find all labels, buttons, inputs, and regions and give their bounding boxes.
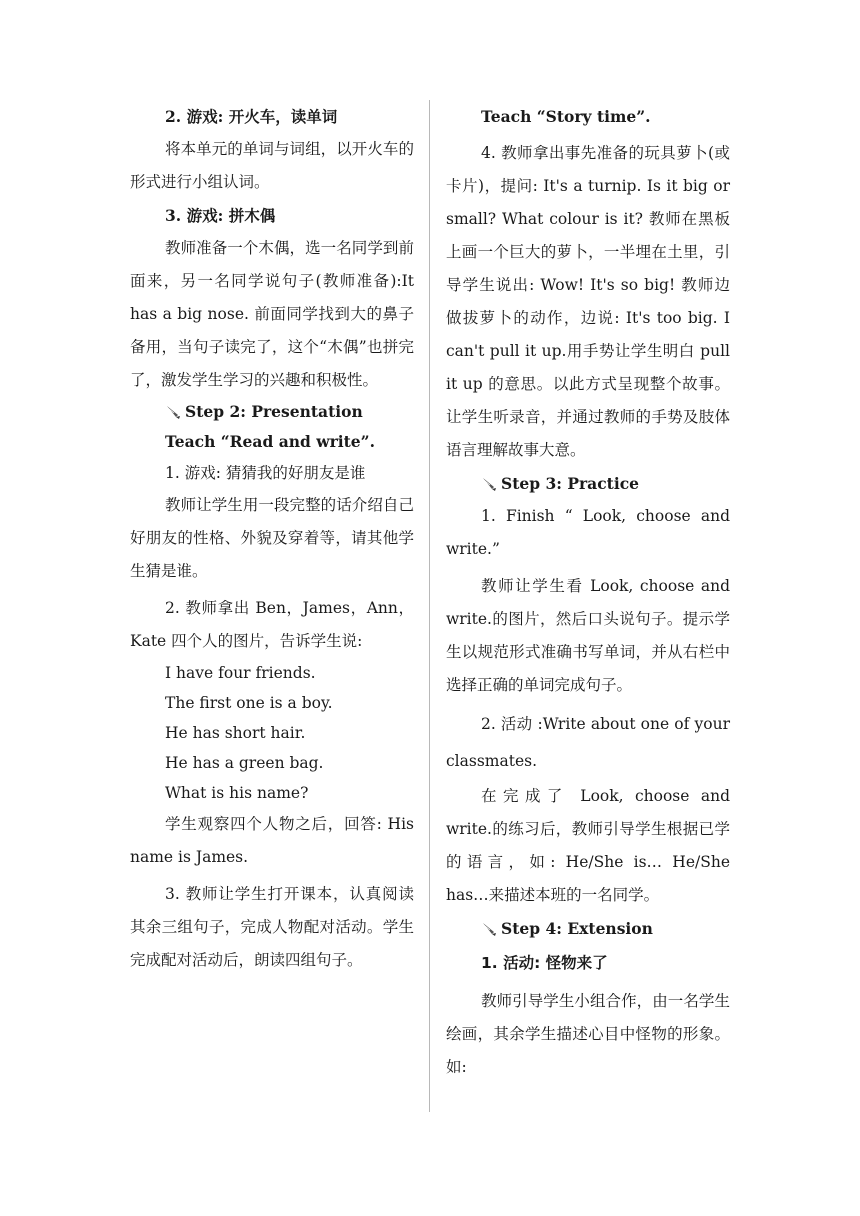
step-3-label: Step 3: Practice [501, 474, 640, 493]
step-2-heading [130, 397, 414, 427]
teach-story-time: Teach “Story time”. [481, 107, 651, 126]
step-4-label: Step 4: Extension [501, 919, 653, 938]
column-divider [429, 100, 430, 1112]
paragraph-finish: 1. Finish “ Look, choose and write.” [446, 507, 730, 558]
paragraph-finish-desc: 教师让学生看 Look, choose and write.的图片，然后口头说句子。提示学生以规范形式准确书写单词，并从右栏中选择正确的单词完成句子。 [446, 577, 730, 694]
paragraph-item-4: 4. 教师拿出事先准备的玩具萝卜(或卡片)，提问: It's a turnip. Is it big or small? What colour is it? 教师在黑板上画一个巨大的萝卜，一半埋在土里，引导学生说出: Wow! It's so big! 教师边做拔萝卜的动作，边说: It's too big. I can't pull it up.用手势让学生明白 pull it up 的意思。以此方式呈现整个故事。让学生听录音，并通过教师的手势及肢体语言理解故事大意。 [446, 144, 730, 459]
item-1-game: 1. 游戏: 猜猜我的好朋友是谁 [165, 464, 366, 482]
paragraph-monster: 教师引导学生小组合作，由一名学生绘画，其余学生描述心目中怪物的形象。如: [446, 992, 730, 1076]
step-4-heading [446, 912, 730, 945]
paragraph-item-2: 2. 教师拿出 Ben，James，Ann，Kate 四个人的图片，告诉学生说: [130, 599, 414, 650]
pen-nib-icon [481, 921, 501, 937]
dialogue-line: He has short hair. [165, 724, 306, 742]
dialogue-line: He has a green bag. [165, 754, 324, 772]
paragraph-game-3: 教师准备一个木偶，选一名同学到前面来，另一名同学说句子(教师准备):It has a big nose. 前面同学找到大的鼻子备用，当句子读完了，这个“木偶”也拼完了，激发学生学习的兴趣和积极性。 [130, 239, 414, 389]
heading-activity-1: 1. 活动: 怪物来了 [481, 954, 608, 972]
paragraph-answer: 学生观察四个人物之后，回答: His name is James. [130, 815, 414, 866]
teach-read-write: Teach “Read and write”. [165, 432, 375, 451]
pen-nib-icon [165, 404, 185, 420]
dialogue-line: The first one is a boy. [165, 694, 333, 712]
paragraph-game-2: 将本单元的单词与词组，以开火车的形式进行小组认词。 [130, 140, 414, 191]
dialogue-line: I have four friends. [165, 664, 316, 682]
dialogue-line: What is his name? [165, 784, 309, 802]
heading-game-3: 3. 游戏: 拼木偶 [165, 206, 276, 225]
step-3-heading [446, 467, 730, 500]
paragraph-item-1: 教师让学生用一段完整的话介绍自己好朋友的性格、外貌及穿着等，请其他学生猜是谁。 [130, 496, 414, 580]
paragraph-item-3: 3. 教师让学生打开课本，认真阅读其余三组句子，完成人物配对活动。学生完成配对活动后，朗读四组句子。 [130, 885, 414, 969]
pen-nib-icon [481, 476, 501, 492]
left-column [130, 100, 414, 977]
paragraph-activity-2: 2. 活动 :Write about one of your classmates. [446, 715, 730, 770]
right-column [446, 100, 730, 1084]
step-2-label: Step 2: Presentation [185, 402, 363, 421]
paragraph-activity-2-desc: 在完成了 Look, choose and write.的练习后，教师引导学生根据已学的语言，如: He/She is… He/She has…来描述本班的一名同学。 [446, 787, 730, 904]
heading-game-2: 2. 游戏: 开火车，读单词 [165, 107, 338, 126]
